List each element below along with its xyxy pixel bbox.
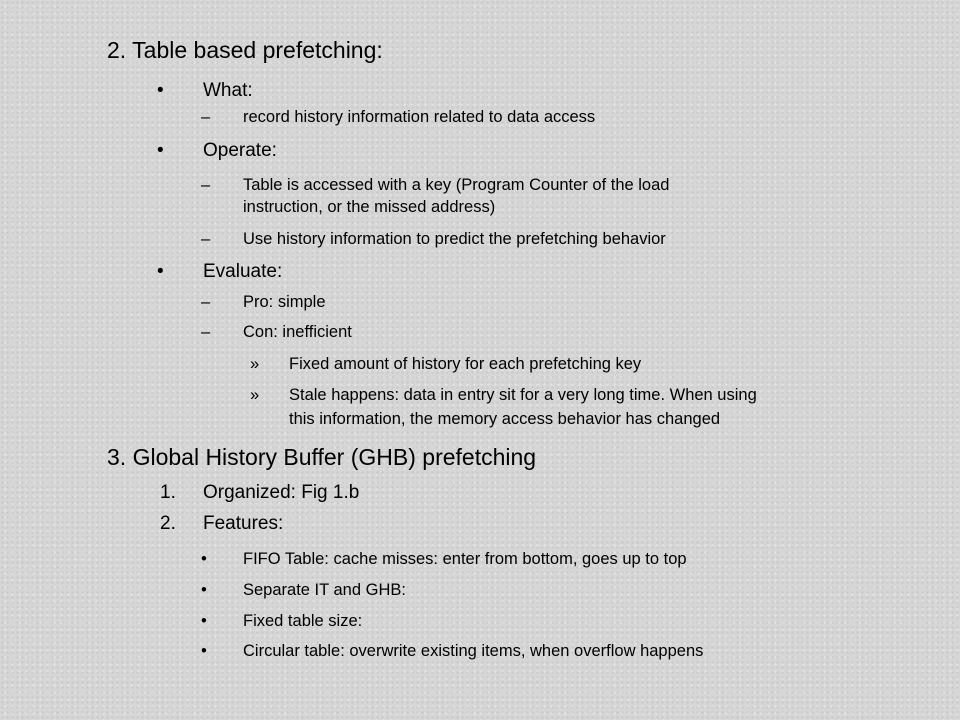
raquo-marker: » [250, 355, 260, 373]
bullet-marker: • [157, 80, 164, 101]
feature-item-text: Separate IT and GHB: [243, 581, 406, 599]
feature-item-text: Circular table: overwrite existing items, when overflow happens [243, 642, 704, 660]
sub-sub-item-text: Fixed amount of history for each prefetching key [289, 355, 642, 373]
bullet-label: Operate: [203, 140, 277, 161]
bullet-marker: • [157, 261, 164, 282]
dash-marker: – [201, 176, 211, 194]
bullet-label: What: [203, 80, 253, 101]
bullet-marker: • [201, 612, 207, 630]
sub-sub-item-continuation: this information, the memory access behavior has changed [289, 410, 721, 428]
sub-item-text: record history information related to data access [243, 108, 596, 126]
sub-item-text: Con: inefficient [243, 323, 352, 341]
dash-marker: – [201, 108, 211, 126]
feature-item-text: Fixed table size: [243, 612, 363, 630]
dash-marker: – [201, 230, 211, 248]
feature-item-text: FIFO Table: cache misses: enter from bottom, goes up to top [243, 550, 687, 568]
sub-item-continuation: instruction, or the missed address) [243, 198, 496, 216]
raquo-marker: » [250, 386, 260, 404]
bullet-marker: • [201, 642, 207, 660]
bullet-marker: • [201, 581, 207, 599]
sub-item-text: Use history information to predict the prefetching behavior [243, 230, 666, 248]
sub-item-text: Pro: simple [243, 293, 326, 311]
numbered-item-text: Organized: Fig 1.b [203, 482, 360, 503]
sub-item-text: Table is accessed with a key (Program Counter of the load [243, 176, 670, 194]
section-3-heading: 3. Global History Buffer (GHB) prefetching [107, 444, 537, 470]
dash-marker: – [201, 293, 211, 311]
sub-sub-item-text: Stale happens: data in entry sit for a very long time. When using [289, 386, 757, 404]
bullet-label: Evaluate: [203, 261, 283, 282]
numbered-item-text: Features: [203, 513, 284, 534]
bullet-marker: • [201, 550, 207, 568]
number-marker: 2. [160, 513, 176, 534]
bullet-marker: • [157, 140, 164, 161]
dash-marker: – [201, 323, 211, 341]
section-2-heading: 2. Table based prefetching: [107, 37, 383, 63]
number-marker: 1. [160, 482, 176, 503]
